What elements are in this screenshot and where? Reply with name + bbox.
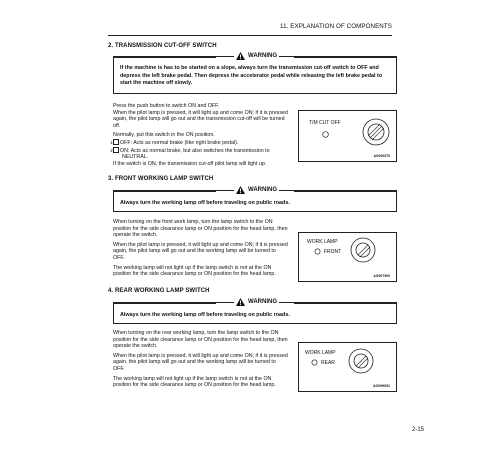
paragraph: When turning on the rear working lamp, turn the lamp switch to the ON position for the side clearance lamp or ON position for the head lamp, then operate the switch.: [113, 330, 288, 350]
page-header: [108, 22, 392, 36]
warning-box-transmission: [113, 53, 397, 94]
pilot-lamp-icon: [322, 131, 329, 138]
figure-code: AG00H051: [373, 384, 390, 388]
warning-label: WARNING: [248, 53, 277, 59]
switch-button-icon: [347, 347, 375, 375]
section-title-transmission-cutoff: 2. TRANSMISSION CUT-OFF SWITCH: [108, 43, 217, 49]
warning-text: Always turn the working lamp off before traveling on public roads.: [120, 312, 290, 318]
figure-sublabel: REAR: [321, 360, 335, 366]
paragraph: The working lamp will not light up if the lamp switch is not at the ON position for the side clearance lamp or ON position for the head lamp.: [113, 264, 276, 278]
item-number: 2: [113, 147, 119, 153]
warning-text: If the machine is has to be started on a slope, always turn the transmission cut-off switch to OFF and depress the left brake pedal. Then depress the accelerator pedal while releasing the left brake pedal to start the machine off slowly.: [120, 65, 383, 87]
figure-label: WORK LAMP: [307, 239, 338, 245]
figure-rear-work-lamp-switch: [298, 342, 397, 392]
figure-sublabel: FRONT: [324, 249, 342, 255]
paragraph: Normally, put this switch in the ON position.: [113, 132, 215, 139]
paragraph: When turning on the front work lamp, turn the lamp switch to the ON position for the side clearance lamp or ON position for the head lamp, then operate the switch.: [113, 219, 288, 239]
warning-triangle-icon: [236, 298, 245, 306]
warning-label: WARNING: [248, 299, 277, 305]
switch-button-icon: [361, 117, 391, 147]
warning-text: Always turn the working lamp off before traveling on public roads.: [120, 200, 290, 206]
section-body-transmission: [110, 103, 293, 170]
paragraph: When the pilot lamp is pressed, it will light up and come ON; if it is pressed again, the pilot lamp will go out and the working lamp will be turned to OFF.: [113, 352, 288, 372]
chapter-title: 11. EXPLANATION OF COMPONENTS: [279, 23, 392, 30]
section-body-rear-lamp: [113, 330, 288, 392]
paragraph: When the pilot lamp is pressed, it will light up and come ON; if it is pressed again, the pilot lamp will go out and the working lamp will be turned to OFF.: [113, 241, 288, 261]
list-item: 2 ON: Acts as normal brake, but also switches the transmission to NEUTRAL.: [110, 147, 270, 161]
figure-label: WORK LAMP: [305, 350, 336, 356]
switch-button-icon: [349, 236, 377, 264]
section-title-front-lamp: 3. FRONT WORKING LAMP SWITCH: [108, 176, 214, 182]
figure-label: T/M CUT OFF: [309, 120, 341, 126]
section-title-rear-lamp: 4. REAR WORKING LAMP SWITCH: [108, 288, 210, 294]
warning-label: WARNING: [248, 187, 277, 193]
pilot-lamp-icon: [311, 359, 318, 366]
section-body-front-lamp: [113, 219, 288, 281]
paragraph: When the pilot lamp is pressed, it will light up and come ON; if it is pressed again, the pilot lamp will go out and the transmission cut-off will be turned off.: [113, 109, 288, 129]
paragraph: The working lamp will not light up if the lamp switch is not at the ON position for the side clearance lamp or ON position for the head lamp.: [113, 375, 276, 389]
figure-front-work-lamp-switch: [298, 232, 397, 282]
pilot-lamp-icon: [314, 248, 321, 255]
figure-tm-cutoff-switch: [298, 110, 397, 162]
figure-code: AG00T900: [373, 274, 390, 278]
warning-triangle-icon: [236, 52, 245, 60]
warning-box-rear-lamp: [113, 299, 397, 324]
item-number: 1: [113, 139, 119, 145]
figure-code: AG000270: [373, 154, 390, 158]
warning-box-front-lamp: [113, 187, 397, 212]
paragraph: Press the push button to switch ON and OFF.: [113, 103, 220, 109]
warning-triangle-icon: [236, 186, 245, 194]
page-number: 2-15: [411, 427, 424, 433]
list-item: 1 OFF: Acts as normal brake (like right brake pedal).: [110, 139, 239, 146]
paragraph: If the switch is ON, the transmission cut-off pilot lamp will light up.: [113, 160, 267, 167]
